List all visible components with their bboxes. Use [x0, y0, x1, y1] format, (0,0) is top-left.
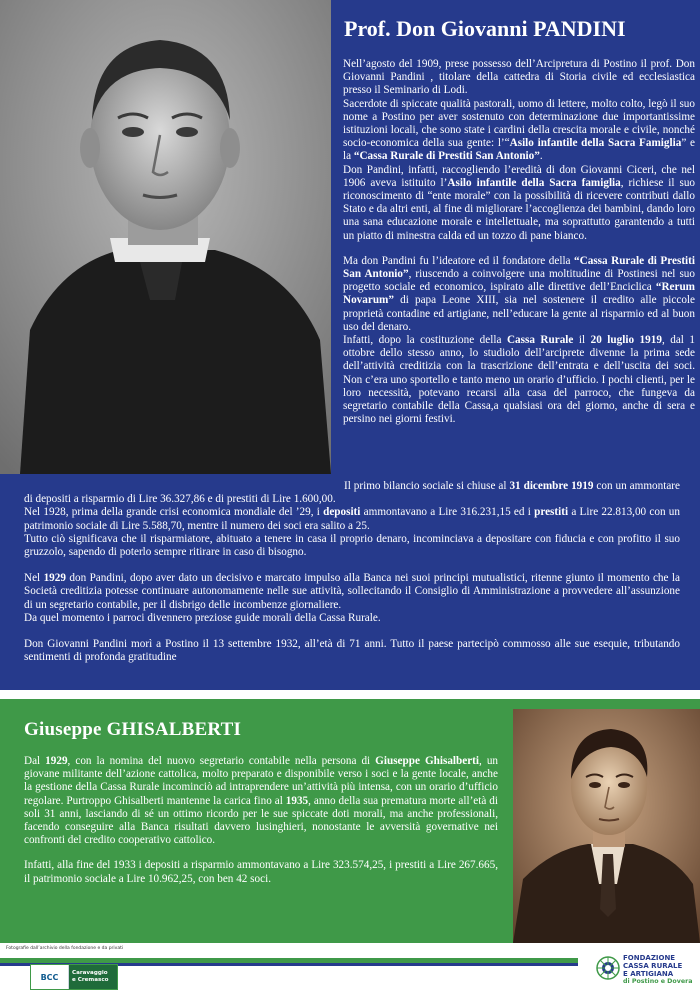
ghisalberti-title: Giuseppe GHISALBERTI [24, 719, 242, 740]
pandini-paragraph: Infatti, dopo la costituzione della Cassa Rurale il 20 luglio 1919, dal 1 ottobre dello stesso anno, lo studiolo dell’arciprete divenne la prima sede dell’attività creditizia con la trascrizione dell’entrata e dell’uscita dei soci. Non c’era uno sportello e tanto meno un orario d’ufficio. I pochi clienti, per le loro necessità, potevano recarsi alla casa del parroco, che fungeva da segretario contabile della Cassa,a qualsiasi ora del giorno, anche di sera e persino nei giorni festivi. [343, 334, 696, 426]
footer [0, 943, 700, 1000]
pandini-paragraph: Don Pandini, infatti, raccogliendo l’eredità di don Giovanni Ciceri, che nel 1906 aveva istituito l’Asilo infantile della Sacra famiglia, richiese il suo riconoscimento di “ente morale” con la possibilità di ricevere contributi dallo Stato e da altri enti, al fine di migliorare l’accoglienza dei bambini, dando loro una sana educazione morale e intellettuale, ma soprattutto garantendo a tutti un piatto di minestra calda ed un tozzo di pane bianco. [343, 163, 696, 242]
ghisalberti-paragraph: Dal 1929, con la nomina del nuovo segretario contabile nella persona di Giuseppe Ghisalberti, un giovane militante dell’azione cattolica, molto preparato e disponibile verso i soci e la gente locale, anche la gestione della Cassa Rurale incominciò ad intraprendere un’attività più intensa, con un orario d’ufficio regolare. Purtroppo Ghisalberti mantenne la carica fino al 1935, anno della sua prematura morte all’età di soli 31 anni, lasciando di sé un ottimo ricordo per le sue spiccate doti morali, ma anche professionali, facendo conseguire alla Banca risultati davvero lusinghieri, nonostante le avversità governative nei confronti del credito cooperativo cattolico. [24, 755, 499, 847]
bcc-name-line: e Cremasco [72, 977, 109, 983]
fondazione-line: FONDAZIONE [623, 954, 676, 962]
ghisalberti-paragraph: Infatti, alla fine del 1933 i depositi a risparmio ammontavano a Lire 323.574,25, i prestiti a Lire 267.665, il patrimonio sociale a Lire 10.962,25, con ben 42 soci. [24, 859, 498, 885]
fondazione-subtitle: di Postino e Dovera [623, 978, 693, 985]
ghisalberti-section [0, 699, 700, 943]
pandini-paragraph: Ma don Pandini fu l’ideatore ed il fondatore della “Cassa Rurale di Prestiti San Antonio”, riuscendo a coinvolgere una moltitudine di Postinesi nel suo progetto sociale ed economico, ispirato alle direttive dell’Enciclica “Rerum Novarum” di papa Leone XIII, sia nel sostenere il credito alle piccole proprietà contadine ed artigiane, nell’educare la gente al risparmio ed al buon uso del denaro. [343, 254, 695, 333]
pandini-column-text [343, 58, 695, 426]
pandini-portrait [0, 0, 331, 474]
pandini-paragraph: Nel 1929 don Pandini, dopo aver dato un decisivo e marcato impulso alla Banca nei suoi principi mutualistici, ritenne giunto il momento che la Società creditizia potesse continuare autonomamente nelle sue attività, sollecitando il Consiglio di Amministrazione a provvedere all’assunzione di un segretario contabile, per il disbrigo delle incombenze giornaliere. [24, 572, 680, 611]
ghisalberti-portrait [513, 709, 700, 943]
photo-credit: Fotografie dall’archivio della fondazione e da privati [6, 946, 124, 951]
ghisalberti-portrait-image [513, 709, 700, 943]
fondazione-line: E ARTIGIANA [623, 970, 674, 978]
section-divider [0, 690, 700, 699]
bcc-name [69, 965, 117, 989]
pandini-paragraph: Da quel momento i parroci divennero preziose guide morali della Cassa Rurale. [24, 611, 381, 624]
pandini-title: Prof. Don Giovanni PANDINI [344, 16, 626, 41]
fondazione-emblem-icon [596, 956, 620, 980]
pandini-paragraph: Tutto ciò significava che il risparmiatore, abituato a tenere in casa il proprio denaro, incominciava a depositare con fiducia e con profitto il suo gruzzolo, sapendo di poterlo sempre ritirare in caso di bisogno. [24, 532, 680, 559]
bcc-name-line: Caravaggio [72, 970, 108, 976]
bcc-logo-box [30, 964, 118, 990]
pandini-paragraph: Nel 1928, prima della grande crisi economica mondiale del ’29, i depositi ammontavano a Lire 316.231,15 ed i prestiti a Lire 22.813,00 con un patrimonio sociale di Lire 5.588,70, mentre il numero dei soci era salito a 25. [24, 506, 680, 532]
ghisalberti-text [24, 755, 498, 886]
pandini-portrait-image [0, 0, 331, 474]
pandini-paragraph: Nell’agosto del 1909, prese possesso dell’Arcipretura di Postino il prof. Don Giovanni Pandini , titolare della cattedra di Storia civile ed ecclesiastica presso il Seminario di Lodi. [343, 58, 695, 97]
pandini-paragraph: Don Giovanni Pandini morì a Postino il 13 settembre 1932, all’età di 71 anni. Tutto il paese partecipò commosso alle sue esequie, tributando sentimenti di profonda gratitudine [24, 638, 680, 664]
fondazione-text [623, 954, 692, 986]
bcc-logo: BCC [31, 965, 69, 989]
pandini-full-text [24, 480, 680, 664]
fondazione-logo [596, 948, 700, 998]
fondazione-line: CASSA RURALE [623, 962, 683, 970]
pandini-paragraph: Sacerdote di spiccate qualità pastorali, uomo di lettere, molto colto, legò il suo nome a Postino per aver sostenuto con determinazione due importantissime istituzioni locali, che sono state i cardini della crescita morale e civile, nonché socio-economica della sua gente: l’“Asilo infantile della Sacra Famiglia” e la “Cassa Rurale di Prestiti San Antonio”. [343, 97, 696, 163]
pandini-paragraph: Il primo bilancio sociale si chiuse al 31 dicembre 1919 con un ammontare di depositi a risparmio di Lire 36.327,86 e di prestiti di Lire 1.600,00. [24, 480, 680, 506]
